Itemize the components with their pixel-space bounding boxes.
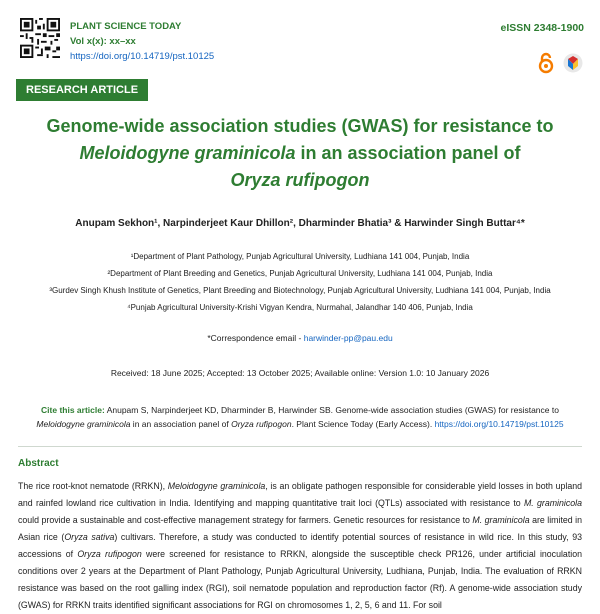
citation-species: Meloidogyne graminicola xyxy=(36,419,131,429)
abstract-seg: were screened for resistance to RRKN, alongside the susceptible check PR126, under artificial inoculation conditions over 2 years at the Department of Plant Pathology, Punjab Agricultural University, Ludhiana, Punjab, India. The evaluation of RRKN resistance was based on the root galling index (RGI), soil nematode population and reproduction factor (Rf). A genome-wide association study (GWAS) for RRKN traits identified significant associations for RGI on chromosomes 1, 2, 5, 6 and 11. For soil xyxy=(18,549,583,610)
abstract-seg: The rice root-knot nematode (RRKN), xyxy=(18,481,168,491)
title-species: Meloidogyne graminicola xyxy=(79,143,296,163)
affiliation-3: ³Gurdev Singh Khush Institute of Genetics, Plant Breeding and Biotechnology, Punjab Agricultural University, Ludhiana 141 004, Punjab, India xyxy=(49,286,551,295)
correspondence-email[interactable]: harwinder-pp@pau.edu xyxy=(303,333,393,343)
title-species2: Oryza rufipogon xyxy=(230,170,370,190)
title-part1: Genome-wide association studies (GWAS) for resistance to xyxy=(46,116,554,136)
correspondence xyxy=(0,333,600,343)
article-title xyxy=(20,113,580,194)
abstract-species: M. graminicola xyxy=(523,498,583,508)
eissn-label: eISSN 2348-1900 xyxy=(500,22,584,34)
doi-link[interactable]: https://doi.org/10.14719/pst.10125 xyxy=(70,51,215,62)
article-type-badge: RESEARCH ARTICLE xyxy=(16,79,148,101)
abstract-species: Oryza sativa xyxy=(64,532,115,542)
abstract-heading: Abstract xyxy=(18,458,59,469)
citation-text3: . Plant Science Today (Early Access). xyxy=(291,419,435,429)
author-list: Anupam Sekhon¹, Narpinderjeet Kaur Dhillon², Dharminder Bhatia³ & Harwinder Singh Buttar⁴* xyxy=(75,218,525,229)
abstract-seg: are limited in Asian rice ( xyxy=(18,515,582,542)
citation-species2: Oryza rufipogon xyxy=(231,419,292,429)
open-access-icon[interactable] xyxy=(538,52,554,74)
citation-label: Cite this article: xyxy=(41,405,105,415)
citation-text1: Anupam S, Narpinderjeet KD, Dharminder B, Harwinder SB. Genome-wide association studies (GWAS) for resistance to xyxy=(104,405,559,415)
abstract-species: Oryza rufipogon xyxy=(77,549,142,559)
citation-doi-link[interactable]: https://doi.org/10.14719/pst.10125 xyxy=(434,419,564,429)
affiliations xyxy=(0,248,600,316)
abstract-seg: ) cultivars. Therefore, a study was conducted to identify potential sources of resistance in wild rice. In this study, 93 accessions of xyxy=(18,532,582,559)
divider xyxy=(18,446,582,447)
abstract-seg: , is an obligate pathogen responsible for considerable yield losses in both upland and rainfed lowland rice cultivation in India. Identifying and mapping quantitative trait loci (QTLs) associated with resistance to xyxy=(18,481,583,508)
correspondence-label: *Correspondence email - xyxy=(207,333,302,343)
journal-volume: Vol x(x): xx–xx xyxy=(70,36,136,47)
citation-block xyxy=(34,403,566,431)
abstract-species: Meloidogyne graminicola xyxy=(167,481,266,491)
abstract-seg: could provide a sustainable and cost-effective management strategy for farmers. Genetic resources for resistance to xyxy=(18,515,473,525)
publication-dates: Received: 18 June 2025; Accepted: 13 October 2025; Available online: Version 1.0: 10 January 2026 xyxy=(110,368,490,378)
abstract-species: M. graminicola xyxy=(472,515,530,525)
crossmark-icon[interactable] xyxy=(563,53,583,73)
affiliation-4: ⁴Punjab Agricultural University-Krishi Vigyan Kendra, Nurmahal, Jalandhar 140 406, Punjab, India xyxy=(127,303,473,312)
abstract-text xyxy=(18,478,582,614)
affiliation-1: ¹Department of Plant Pathology, Punjab Agricultural University, Ludhiana 141 004, Punjab, India xyxy=(130,252,470,261)
citation-text2: in an association panel of xyxy=(130,419,232,429)
affiliation-2: ²Department of Plant Breeding and Genetics, Punjab Agricultural University, Ludhiana 141 004, Punjab, India xyxy=(107,269,493,278)
journal-name: PLANT SCIENCE TODAY xyxy=(70,21,182,32)
title-part2: in an association panel of xyxy=(295,143,521,163)
journal-info xyxy=(70,19,214,64)
qr-code xyxy=(20,18,60,58)
